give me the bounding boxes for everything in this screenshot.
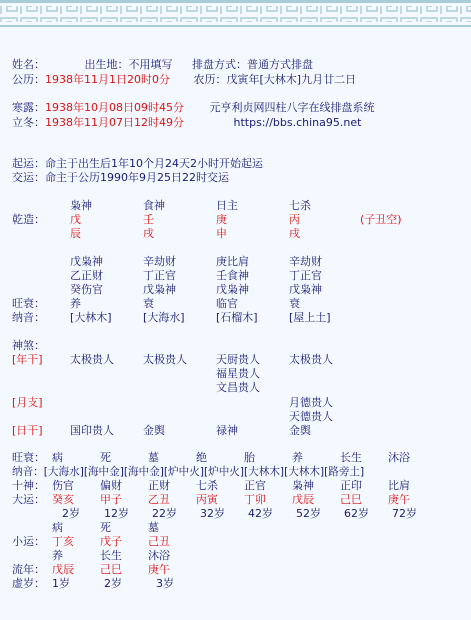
dayun-ganzhi: 己巳	[340, 493, 362, 506]
solar-row	[12, 73, 356, 87]
shensha-item: 禄神	[216, 424, 238, 437]
lunar-date: 农历：戊寅年[大林木]九月廿二日	[193, 73, 357, 86]
nayin-value: [石榴木]	[216, 311, 258, 324]
xiaoyun-ws: 养	[52, 549, 63, 562]
xiaoyun-ganzhi: 丁亥	[52, 535, 74, 548]
xusui-age: 3岁	[156, 577, 174, 590]
xiaoyun-ws: 墓	[148, 521, 159, 534]
dayun-ganzhi: 戊辰	[292, 493, 314, 506]
name-row	[12, 58, 313, 72]
xiaoyun-ganzhi: 己丑	[148, 535, 170, 548]
hidden-stem: 丁正官	[289, 269, 322, 282]
hidden-stem: 戊枭神	[70, 255, 103, 268]
dayun-ws-label: 旺衰：	[12, 451, 45, 464]
layout-mode: 排盘方式：普通方式排盘	[192, 58, 313, 71]
nayin-value: [大海水]	[143, 311, 185, 324]
dayun-ws: 绝	[196, 451, 207, 464]
solar-date: 1938年11月1日20时0分	[45, 73, 170, 86]
lidong-label: 立冬：	[12, 116, 45, 129]
xusui-age: 2岁	[104, 577, 122, 590]
dayun-shishen: 正印	[340, 479, 362, 492]
month-branch-label: [月支]	[12, 396, 43, 409]
dayun-label: 大运：	[12, 493, 45, 506]
pillar-stem: 戊	[70, 213, 81, 226]
decorative-border	[0, 0, 471, 38]
hidden-stem: 丁正官	[143, 269, 176, 282]
shensha-item: 太极贵人	[70, 353, 114, 366]
shensha-item: 国印贵人	[70, 424, 114, 437]
kong-wang: (子丑空)	[360, 213, 402, 226]
dayun-shishen: 七杀	[196, 479, 218, 492]
hanlu-label: 寒露：	[12, 101, 45, 114]
hidden-stem: 辛劫财	[289, 255, 322, 268]
xiaoyun-ws: 病	[52, 521, 63, 534]
birthplace: 出生地：不用填写	[84, 58, 173, 71]
dayun-ganzhi: 癸亥	[52, 493, 74, 506]
liunian-ganzhi: 己巳	[100, 563, 122, 576]
shensha-item: 金舆	[143, 424, 165, 437]
hidden-stem: 癸伤官	[70, 283, 103, 296]
dayun-age: 52岁	[296, 507, 321, 520]
dayun-ganzhi: 丙寅	[196, 493, 218, 506]
year-stem-label: [年干]	[12, 353, 43, 366]
site-url-link[interactable]: https://bbs.china95.net	[233, 116, 362, 129]
lidong-date: 1938年11月07日12时49分	[45, 116, 184, 129]
pillar-stem: 丙	[289, 213, 300, 226]
wangshuai-value: 养	[70, 297, 81, 310]
pillar-branch: 辰	[70, 227, 81, 240]
liunian-ganzhi: 戊辰	[52, 563, 74, 576]
hidden-stem: 壬食神	[216, 269, 249, 282]
nayin-value: [大林木]	[70, 311, 112, 324]
hidden-stem: 戊枭神	[216, 283, 249, 296]
dayun-ws: 长生	[340, 451, 362, 464]
wangshuai-value: 衰	[289, 297, 300, 310]
dayun-ws: 养	[292, 451, 303, 464]
dayun-age: 42岁	[248, 507, 273, 520]
shensha-item: 太极贵人	[143, 353, 187, 366]
hidden-stem: 辛劫财	[143, 255, 176, 268]
dayun-age: 22岁	[152, 507, 177, 520]
pillar-god: 七杀	[289, 199, 311, 212]
pillar-stem: 壬	[143, 213, 154, 226]
pillar-god: 枭神	[70, 199, 92, 212]
hidden-stem: 乙正财	[70, 269, 103, 282]
solar-label: 公历：	[12, 73, 45, 86]
xiaoyun-ws: 沐浴	[148, 549, 170, 562]
wangshuai-value: 临官	[216, 297, 238, 310]
pillar-god: 食神	[143, 199, 165, 212]
dayun-age: 2岁	[62, 507, 80, 520]
dayun-shishen: 枭神	[292, 479, 314, 492]
shensha-item: 福星贵人	[216, 367, 260, 380]
dayun-shishen: 正财	[148, 479, 170, 492]
dayun-age: 32岁	[200, 507, 225, 520]
wangshuai-label: 旺衰：	[12, 297, 45, 310]
shensha-item: 月德贵人	[289, 396, 333, 409]
pillar-branch: 申	[216, 227, 227, 240]
nayin-value: [屋上土]	[289, 311, 331, 324]
qiyun-text: 起运：命主于出生后1年10个月24天2小时开始起运	[12, 157, 263, 170]
hidden-stem: 戊枭神	[143, 283, 176, 296]
dayun-ganzhi: 甲子	[100, 493, 122, 506]
dayun-ws: 墓	[148, 451, 159, 464]
name-label: 姓名：	[12, 58, 45, 71]
pillar-stem: 庚	[216, 213, 227, 226]
pillar-god: 日主	[216, 199, 238, 212]
xusui-label: 虚岁：	[12, 577, 45, 590]
dayun-shishen: 伤官	[52, 479, 74, 492]
dayun-shishen: 正官	[244, 479, 266, 492]
dayun-ganzhi: 丁卯	[244, 493, 266, 506]
hidden-stem: 庚比肩	[216, 255, 249, 268]
dayun-ws: 病	[52, 451, 63, 464]
day-stem-label: [日干]	[12, 424, 43, 437]
hanlu-row	[12, 101, 374, 115]
nayin-label: 纳音：	[12, 311, 45, 324]
jiaoyun-text: 交运：命主于公历1990年9月25日22时交运	[12, 171, 229, 184]
dayun-shishen: 偏财	[100, 479, 122, 492]
shensha-item: 天德贵人	[289, 410, 333, 423]
xiaoyun-ganzhi: 戊子	[100, 535, 122, 548]
xiaoyun-ws: 长生	[100, 549, 122, 562]
lidong-row	[12, 116, 361, 130]
pillar-branch: 戌	[143, 227, 154, 240]
xusui-age: 1岁	[52, 577, 70, 590]
shensha-item: 金舆	[289, 424, 311, 437]
liunian-label: 流年：	[12, 563, 45, 576]
shensha-item: 文昌贵人	[216, 381, 260, 394]
liunian-ganzhi: 庚午	[148, 563, 170, 576]
shensha-label: 神煞：	[12, 339, 45, 352]
dayun-ws: 死	[100, 451, 111, 464]
xiaoyun-label: 小运：	[12, 535, 45, 548]
shensha-item: 太极贵人	[289, 353, 333, 366]
site-name: 元亨利贞网四柱八字在线排盘系统	[209, 101, 375, 114]
hanlu-date: 1938年10月08日09时45分	[45, 101, 184, 114]
dayun-nayin-row: 纳音：[大海水][海中金][海中金][炉中火][炉中火][大林木][大林木][路旁土]	[12, 466, 365, 478]
dayun-ws: 胎	[244, 451, 255, 464]
dayun-ganzhi: 庚午	[388, 493, 410, 506]
dayun-age: 72岁	[392, 507, 417, 520]
pillar-branch: 戌	[289, 227, 300, 240]
wangshuai-value: 衰	[143, 297, 154, 310]
pillars-label: 乾造：	[12, 213, 45, 226]
shishen-label: 十神：	[12, 479, 45, 492]
hidden-stem: 戊枭神	[289, 283, 322, 296]
dayun-age: 12岁	[104, 507, 129, 520]
dayun-ganzhi: 乙丑	[148, 493, 170, 506]
shensha-item: 天厨贵人	[216, 353, 260, 366]
xiaoyun-ws: 死	[100, 521, 111, 534]
dayun-ws: 沐浴	[388, 451, 410, 464]
dayun-age: 62岁	[344, 507, 369, 520]
dayun-shishen: 比肩	[388, 479, 410, 492]
